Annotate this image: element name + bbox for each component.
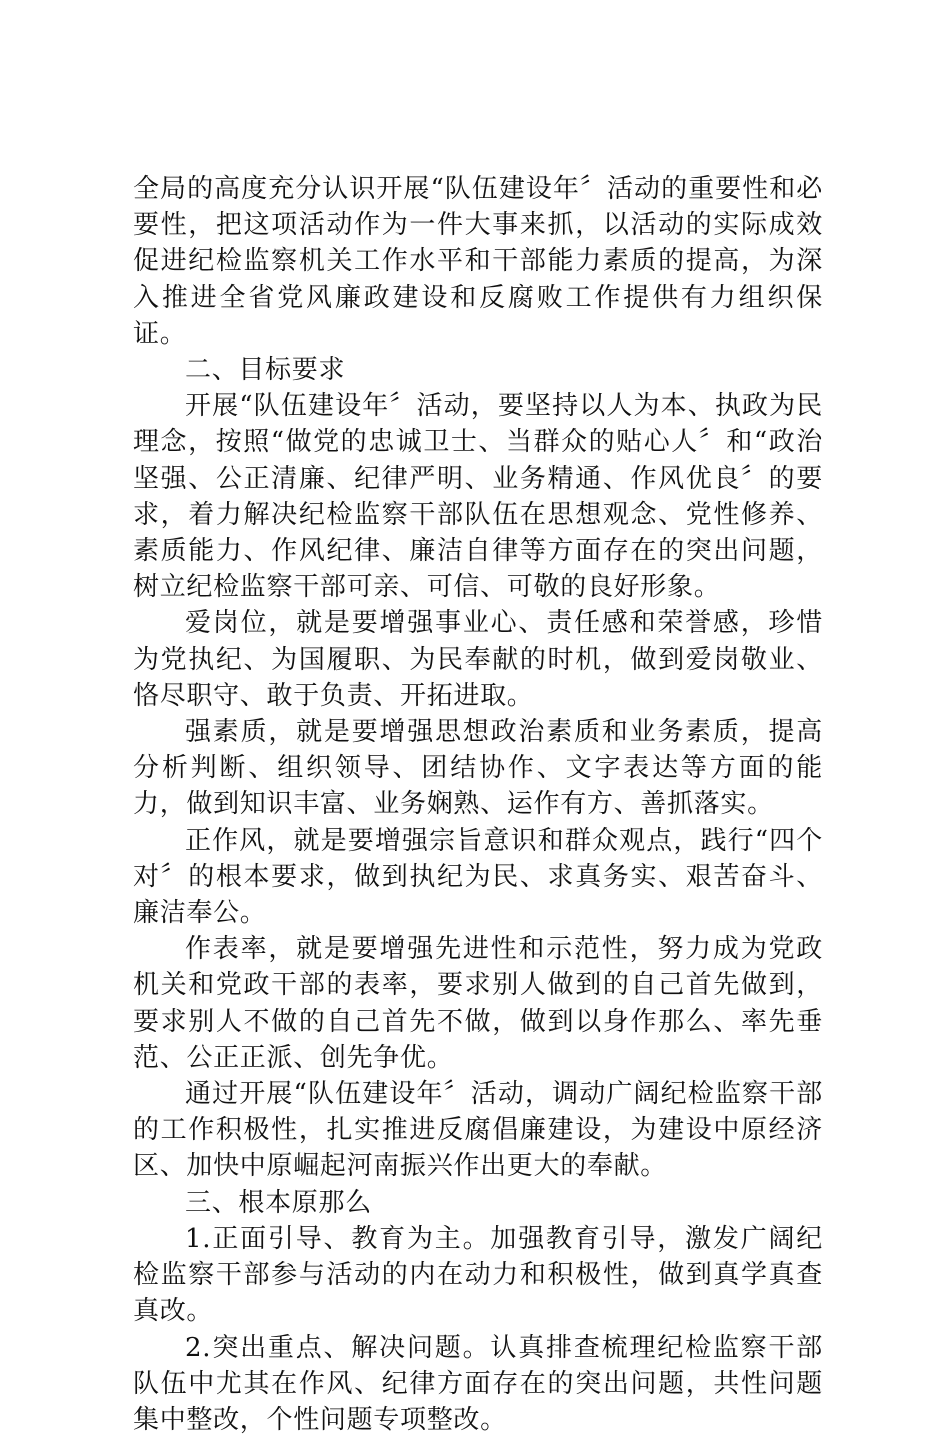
paragraph-goals-intro: 开展“队伍建设年〞活动，要坚持以人为本、执政为民理念，按照“做党的忠诚卫士、当群众的贴心人〞和“政治坚强、公正清廉、纪律严明、业务精通、作风优良〞的要求，着力解决纪检监察干部队伍在思想观念、党性修养、素质能力、作风纪律、廉洁自律等方面存在的突出问题，树立纪检监察干部可亲、可信、可敬的良好形象。 (133, 388, 823, 605)
document-body (133, 171, 823, 1438)
continuation-paragraph: 全局的高度充分认识开展“队伍建设年〞活动的重要性和必要性，把这项活动作为一件大事来抓，以活动的实际成效促进纪检监察机关工作水平和干部能力素质的提高，为深入推进全省党风廉政建设和反腐败工作提供有力组织保证。 (133, 171, 823, 352)
list-item-principle-2: 2.突出重点、解决问题。认真排查梳理纪检监察干部队伍中尤其在作风、纪律方面存在的突出问题，共性问题集中整改，个性问题专项整改。 (133, 1330, 823, 1438)
paragraph-correct-style: 正作风，就是要增强宗旨意识和群众观点，践行“四个对〞的根本要求，做到执纪为民、求真务实、艰苦奋斗、廉洁奉公。 (133, 823, 823, 932)
section-heading-principles: 三、根本原那么 (133, 1185, 823, 1221)
paragraph-conclusion: 通过开展“队伍建设年〞活动，调动广阔纪检监察干部的工作积极性，扎实推进反腐倡廉建设，为建设中原经济区、加快中原崛起河南振兴作出更大的奉献。 (133, 1076, 823, 1185)
list-item-principle-1: 1.正面引导、教育为主。加强教育引导，激发广阔纪检监察干部参与活动的内在动力和积极性，做到真学真查真改。 (133, 1221, 823, 1330)
paragraph-strengthen-quality: 强素质，就是要增强思想政治素质和业务素质，提高分析判断、组织领导、团结协作、文字表达等方面的能力，做到知识丰富、业务娴熟、运作有方、善抓落实。 (133, 714, 823, 823)
paragraph-set-example: 作表率，就是要增强先进性和示范性，努力成为党政机关和党政干部的表率，要求别人做到的自己首先做到，要求别人不做的自己首先不做，做到以身作那么、率先垂范、公正正派、创先争优。 (133, 931, 823, 1076)
section-heading-goals: 二、目标要求 (133, 352, 823, 388)
paragraph-love-post: 爱岗位，就是要增强事业心、责任感和荣誉感，珍惜为党执纪、为国履职、为民奉献的时机，做到爱岗敬业、恪尽职守、敢于负责、开拓进取。 (133, 605, 823, 714)
